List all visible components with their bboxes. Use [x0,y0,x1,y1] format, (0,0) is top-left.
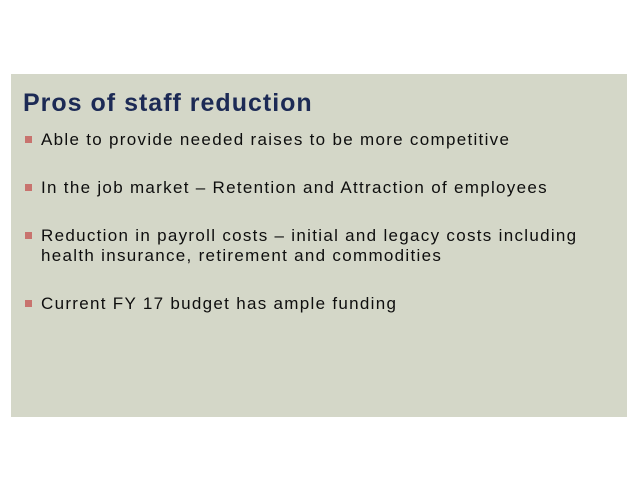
square-bullet-icon [25,232,32,239]
bullet-text: Current FY 17 budget has ample funding [41,294,398,313]
slide-title: Pros of staff reduction [23,89,313,117]
square-bullet-icon [25,184,32,191]
bullet-item [25,178,620,198]
bullet-list [25,130,620,341]
square-bullet-icon [25,300,32,307]
bullet-text: In the job market – Retention and Attraction of employees [41,178,548,197]
bullet-item [25,294,620,314]
bullet-item [25,130,620,150]
bullet-text: Able to provide needed raises to be more competitive [41,130,511,149]
bullet-text: Reduction in payroll costs – initial and legacy costs including health insurance, retirement and commodities [41,226,578,265]
square-bullet-icon [25,136,32,143]
bullet-item [25,226,620,266]
